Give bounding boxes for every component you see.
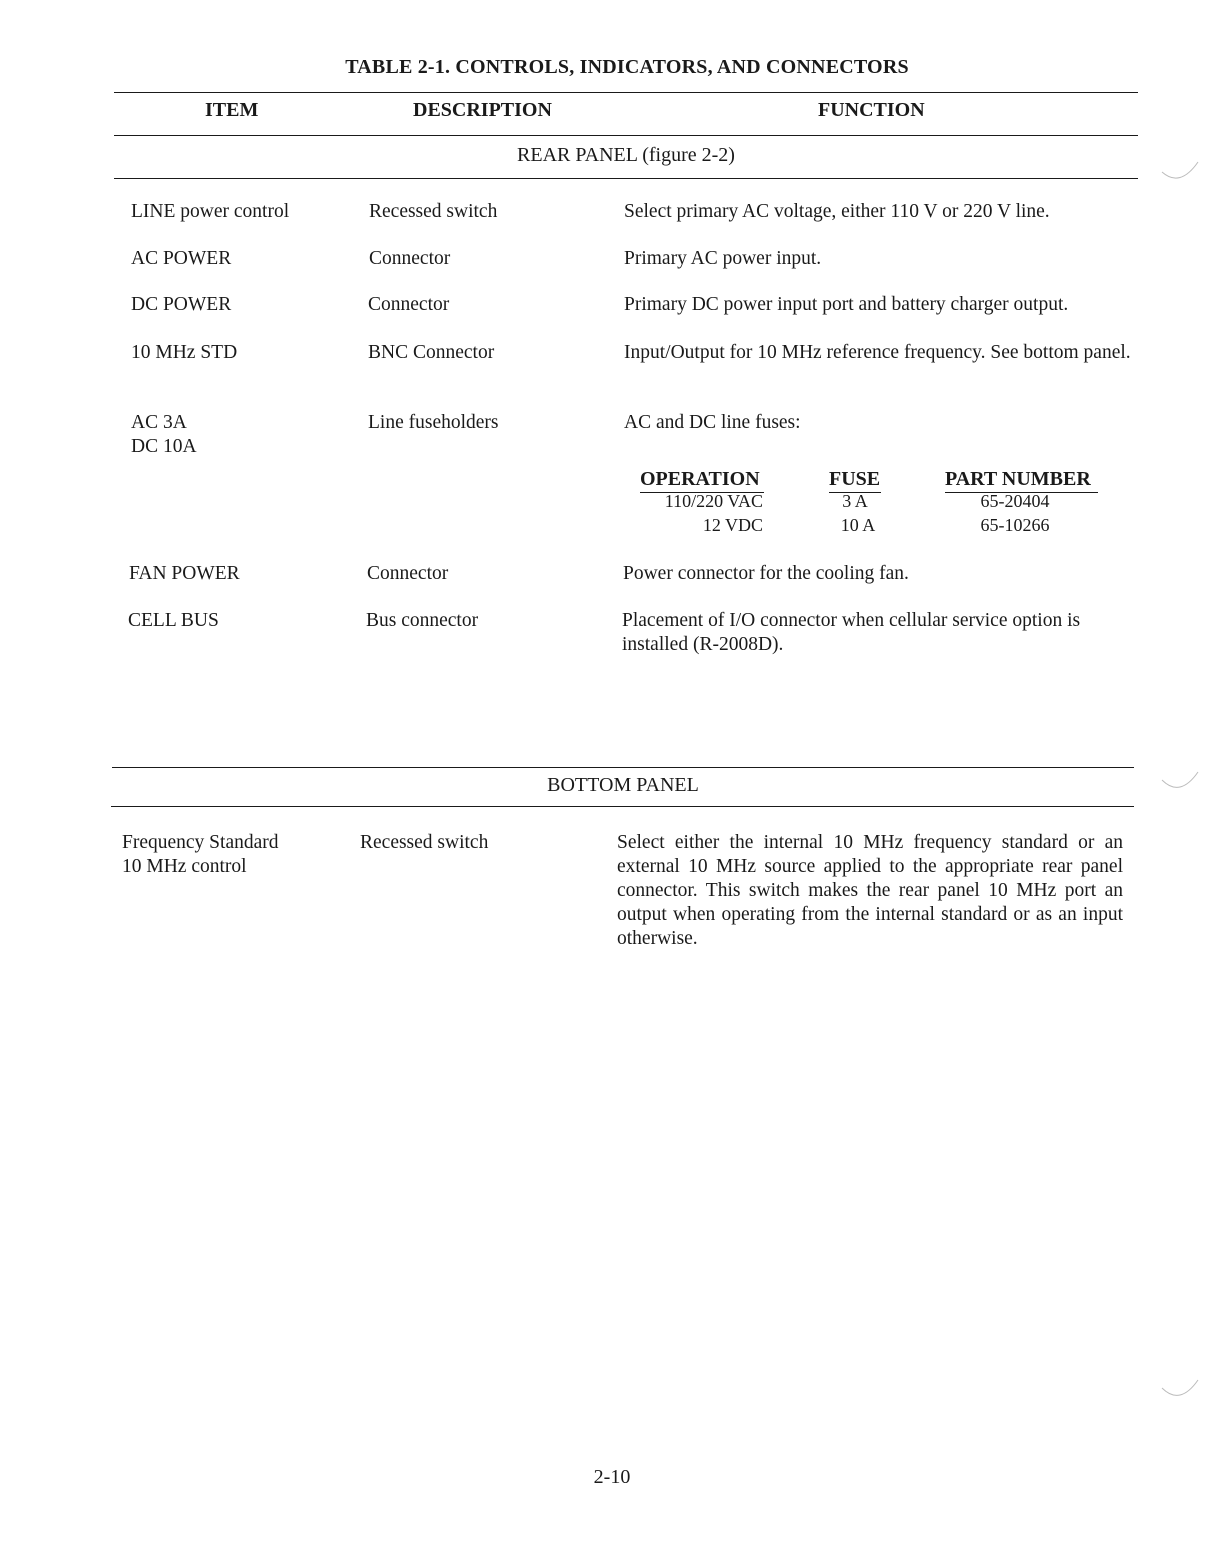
fuse-operation-cell: 12 VDC [702,515,763,535]
description-cell: Connector [369,248,451,269]
item-cell: AC 3A DC 10A [131,412,197,457]
column-header-description: DESCRIPTION [413,99,552,121]
header-top-rule [114,92,1138,93]
description-cell: BNC Connector [368,342,495,363]
fuse-rating-cell: 10 A [840,515,876,535]
item-cell: 10 MHz STD [131,342,238,363]
description-cell: Recessed switch [369,201,498,222]
function-cell: Select either the internal 10 MHz frequency standard or an external 10 MHz source applied to the appropriate rear panel connector. This switch makes the rear panel 10 MHz port an output when operating from the internal standard or as an input otherwise. [617,832,1123,949]
bottom-panel-heading-rule [111,806,1134,807]
fuse-table-header-part-number: PART NUMBER [945,468,1091,490]
description-cell: Recessed switch [360,832,489,853]
fuse-part-number-cell: 65-20404 [980,491,1050,511]
fuse-part-number-cell: 65-10266 [980,515,1050,535]
column-header-item: ITEM [205,99,259,121]
fuse-table-header-fuse: FUSE [829,468,881,490]
function-cell: Power connector for the cooling fan. [623,563,909,584]
section-heading-bottom-panel: BOTTOM PANEL [547,774,699,796]
section-heading-rear-panel: REAR PANEL (figure 2-2) [517,144,735,166]
scan-margin-mark [1160,158,1200,186]
scan-margin-mark [1160,1378,1200,1406]
function-cell: Primary DC power input port and battery charger output. [624,294,1069,315]
function-cell: Primary AC power input. [624,248,822,269]
description-cell: Connector [367,563,449,584]
item-cell: CELL BUS [128,610,219,631]
scan-margin-mark [1160,768,1200,796]
column-header-function: FUNCTION [818,99,925,121]
bottom-panel-top-rule [112,767,1134,768]
fuse-table-header-operation: OPERATION [640,468,760,490]
item-cell: DC POWER [131,294,232,315]
table-title: TABLE 2-1. CONTROLS, INDICATORS, AND CONNECTORS [345,56,909,78]
rear-panel-heading-rule [114,178,1138,179]
description-cell: Line fuseholders [368,412,499,433]
item-cell: LINE power control [131,201,290,222]
page-number: 2-10 [593,1466,631,1488]
function-cell: AC and DC line fuses: [624,412,801,433]
function-cell: Input/Output for 10 MHz reference frequency. See bottom panel. [624,342,1131,363]
fuse-operation-cell: 110/220 VAC [664,491,763,511]
function-cell: Select primary AC voltage, either 110 V or 220 V line. [624,201,1050,222]
description-cell: Bus connector [366,610,479,631]
description-cell: Connector [368,294,450,315]
item-cell: AC POWER [131,248,232,269]
fuse-rating-cell: 3 A [842,491,868,511]
item-cell: Frequency Standard 10 MHz control [122,832,279,877]
function-cell: Placement of I/O connector when cellular service option is installed (R-2008D). [622,610,1081,655]
item-cell: FAN POWER [129,563,240,584]
header-bottom-rule [114,135,1138,136]
